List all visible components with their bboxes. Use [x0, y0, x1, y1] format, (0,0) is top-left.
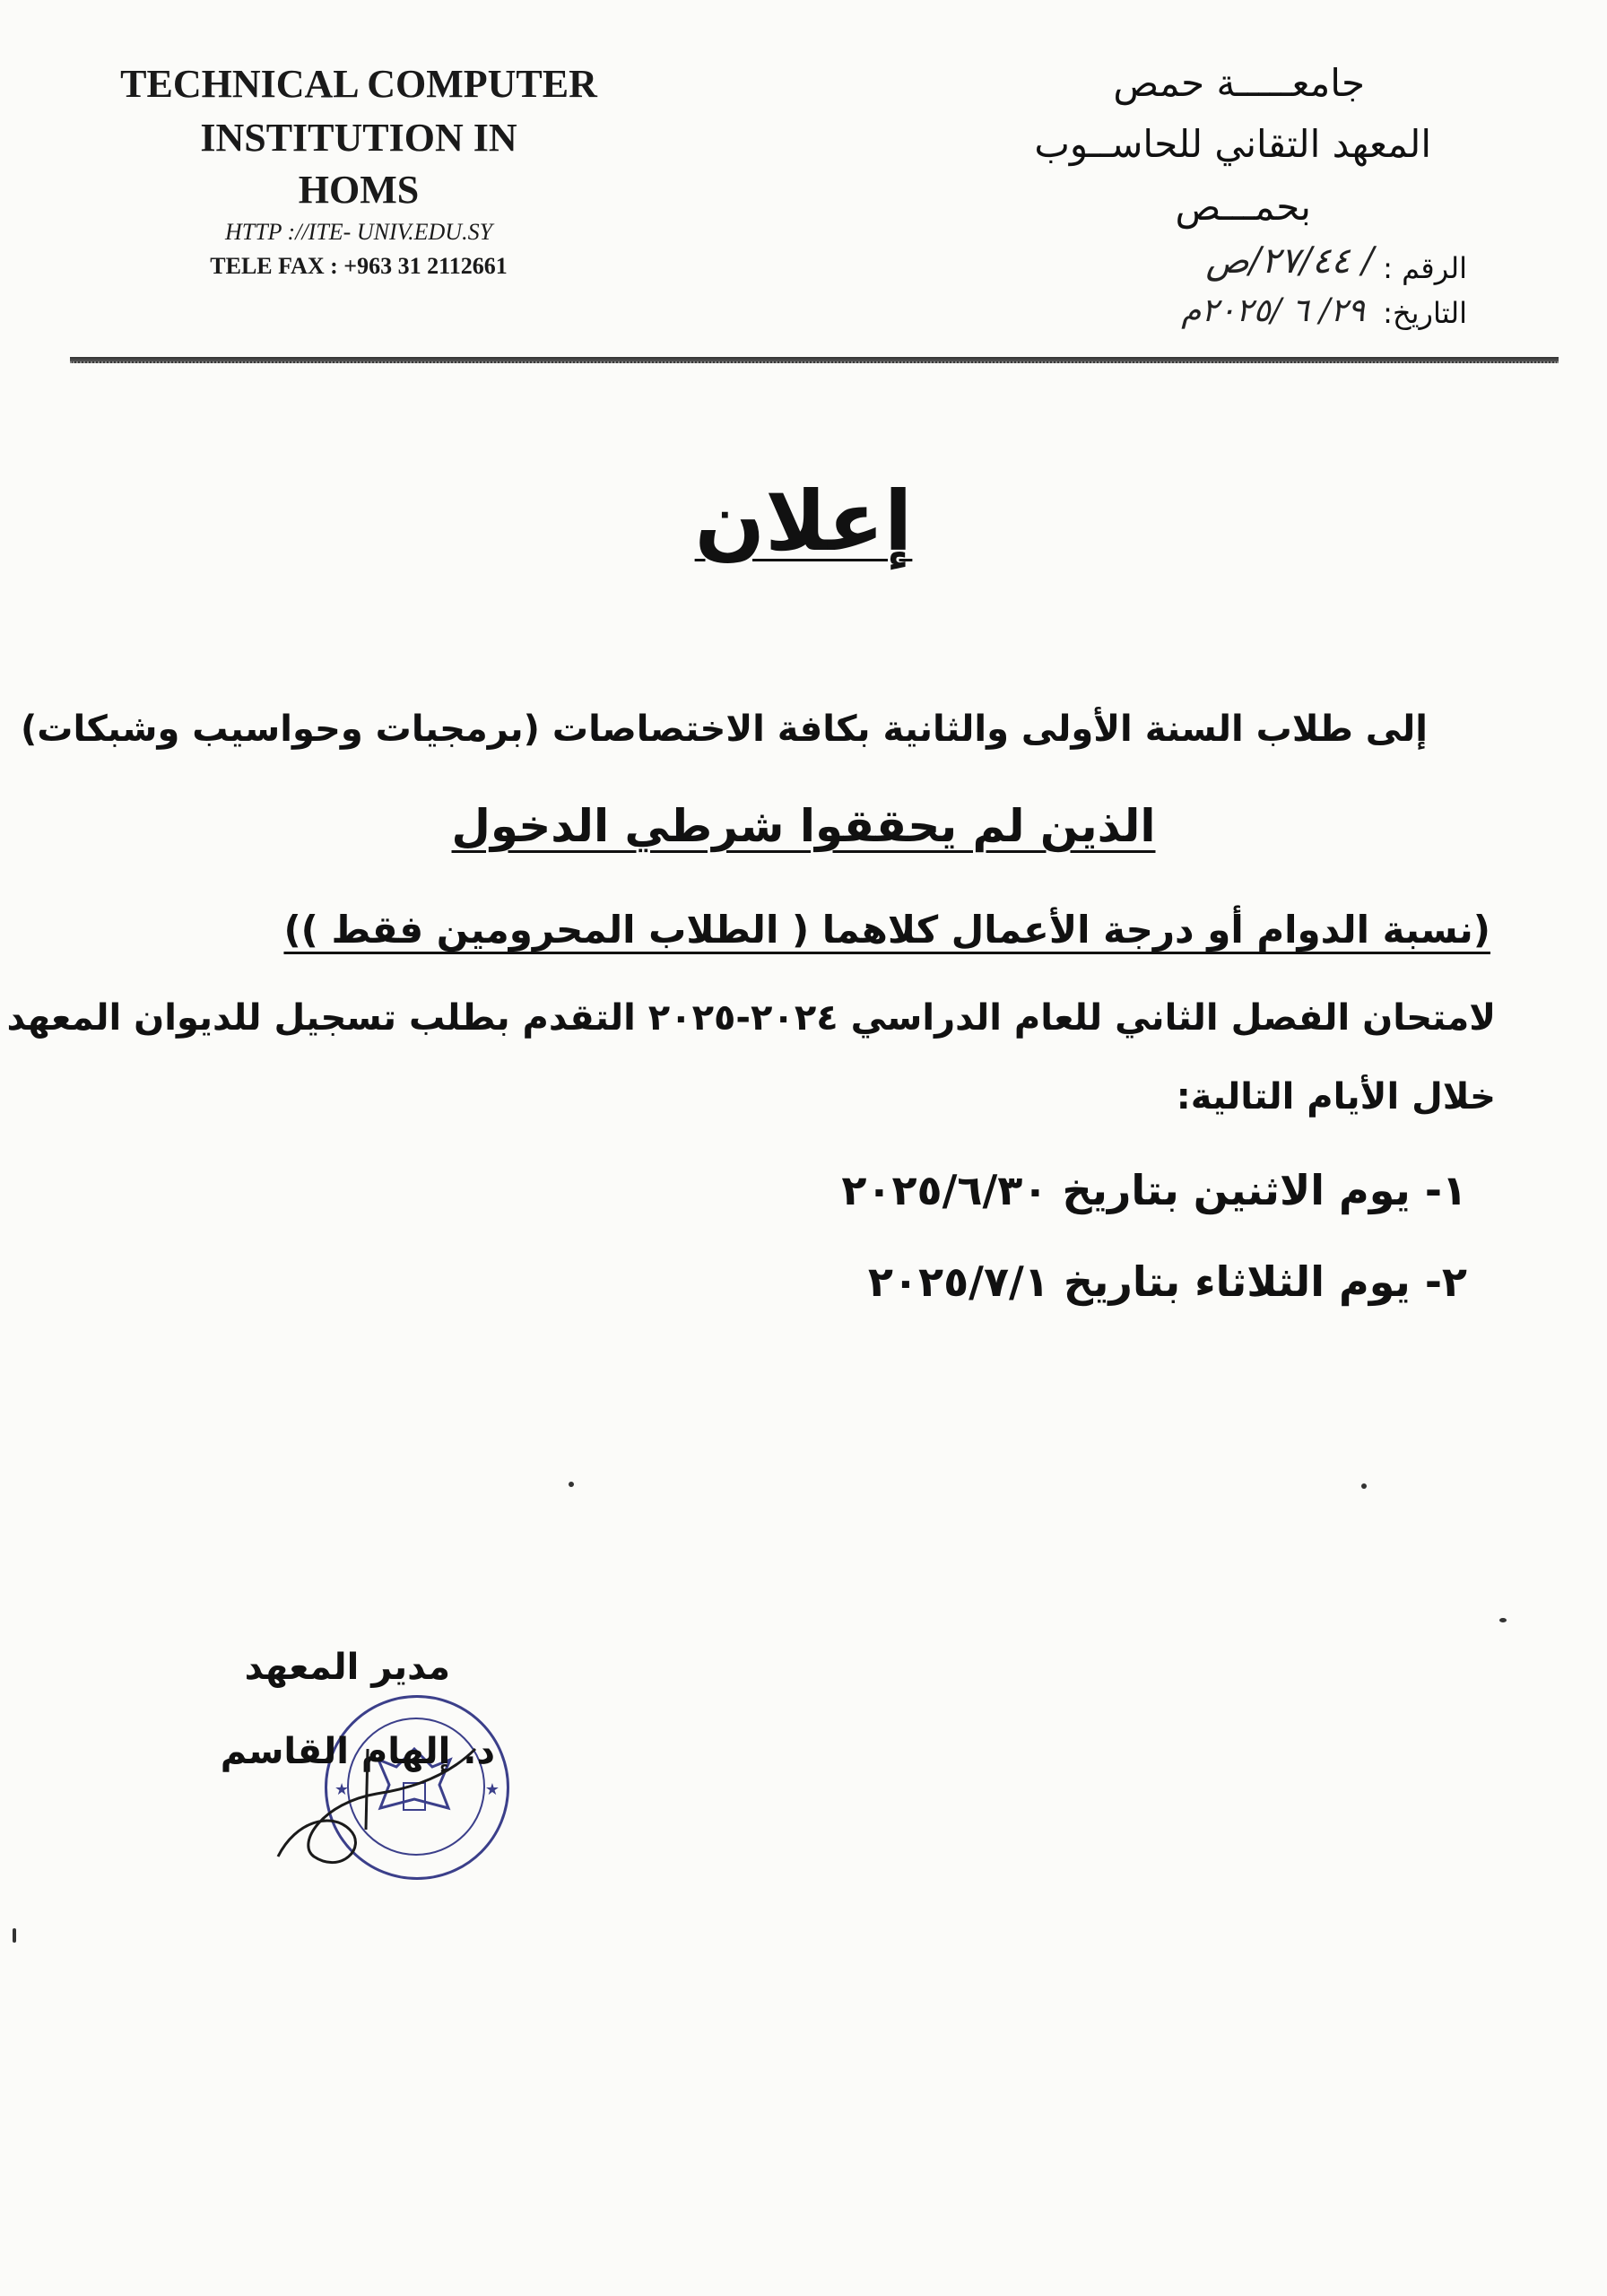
registration-day-2: ٢- يوم الثلاثاء بتاريخ ٢٠٢٥/٧/١ [867, 1257, 1467, 1306]
speck [1499, 1618, 1507, 1622]
exam-registration-line: لامتحان الفصل الثاني للعام الدراسي ٢٠٢٤-٢٠٢٥ التقدم بطلب تسجيل للديوان المعهد [6, 997, 1496, 1039]
reference-label: الرقم : [1383, 251, 1467, 285]
announcement-title: إعلان [694, 474, 913, 570]
institution-name-en-line2: INSTITUTION IN [200, 116, 517, 160]
speck [1361, 1483, 1367, 1489]
institute-name-ar: المعهد التقاني للحاســوب [1034, 122, 1431, 166]
stamp-star-icon: ★ [334, 1780, 350, 1799]
signatory-role: مدير المعهد [244, 1647, 450, 1688]
institution-name-en-line3: HOMS [298, 168, 420, 212]
stamp-star-icon: ★ [484, 1780, 499, 1799]
days-intro-line: خلال الأيام التالية: [1176, 1076, 1496, 1118]
criteria-line: (نسبة الدوام أو درجة الأعمال كلاهما ( الطلاب المحرومين فقط )) [283, 908, 1490, 952]
reference-number: / ٢٧/٤٤/ص [1205, 240, 1374, 282]
handwritten-signature [260, 1722, 493, 1883]
audience-line: إلى طلاب السنة الأولى والثانية بكافة الاختصاصات (برمجيات وحواسيب وشبكات) [21, 709, 1428, 750]
university-name-ar: جامعـــــة حمص [1113, 61, 1365, 105]
date-value: ٢٩/ ٦ /٢٠٢٥م [1181, 292, 1365, 329]
telefax: TELE FAX : +963 31 2112661 [210, 253, 508, 279]
institution-name-en-line1: TECHNICAL COMPUTER [120, 62, 597, 106]
speck [13, 1928, 16, 1943]
header-divider [70, 357, 1559, 363]
registration-day-1: ١- يوم الاثنين بتاريخ ٢٠٢٥/٦/٣٠ [841, 1166, 1467, 1214]
date-label: التاريخ: [1383, 296, 1467, 330]
city-name-ar: بحمـــص [1175, 185, 1311, 229]
speck [569, 1482, 574, 1487]
signatory-name: د. إلهام القاسم [220, 1731, 495, 1772]
website-url: HTTP ://ITE- UNIV.EDU.SY [224, 219, 493, 245]
condition-line: الذين لم يحققوا شرطي الدخول [451, 800, 1156, 852]
